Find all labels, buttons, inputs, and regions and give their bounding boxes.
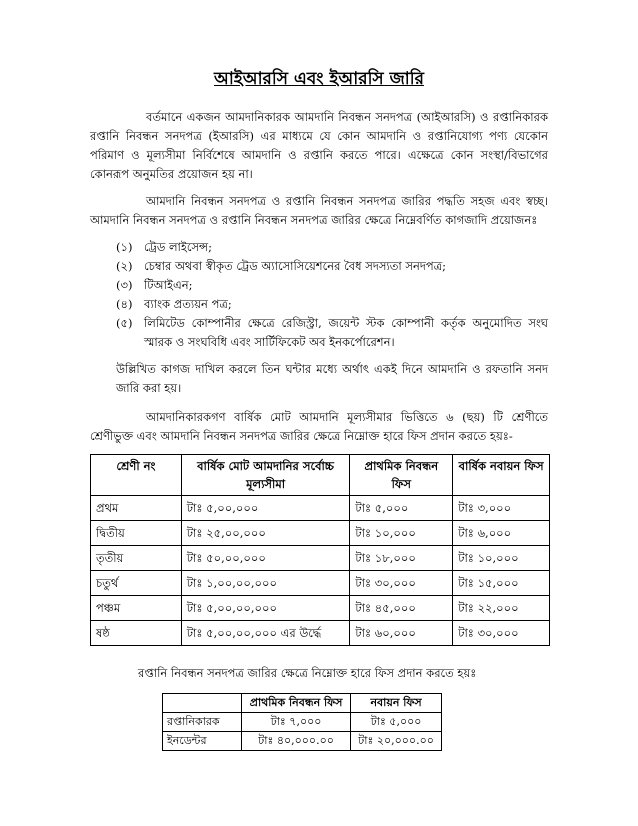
table-cell: পঞ্চম (91, 596, 182, 621)
list-item-text: টিআইএন; (144, 278, 193, 292)
table-cell: টাঃ ৩,০০০ (453, 496, 550, 521)
export-fee-table (162, 693, 442, 751)
required-documents-list (90, 238, 548, 352)
table-cell: টাঃ ১,০০,০০,০০০ (181, 571, 350, 596)
list-item-number: (২) (116, 259, 133, 273)
list-item (116, 295, 548, 314)
table-row (163, 713, 442, 732)
table-cell: টাঃ ২৫,০০,০০০ (181, 521, 350, 546)
table-row (163, 732, 442, 751)
importers-paragraph: আমদানিকারকগণ বার্ষিক মোট আমদানি মূল্যসীমার ভিত্তিতে ৬ (ছয়) টি শ্রেণীতে শ্রেণীভুক্ত এবং আমদানি নিবন্ধন সনদপত্র জারির ক্ষেত্রে নিম্নোক্ত হারে ফিস প্রদান করতে হয়ঃ- (90, 410, 548, 443)
table-cell: টাঃ ৬০,০০০ (350, 621, 453, 646)
list-item-text: ব্যাংক প্রত্যয়ন পত্র; (144, 297, 232, 311)
page-title: আইআরসি এবং ইআরসি জারি (214, 69, 424, 89)
table-cell: টাঃ ৫,০০,০০,০০০ এর উর্দ্ধে (181, 621, 350, 646)
list-item (116, 314, 548, 352)
table-cell: টাঃ ৪০,০০০.০০ (242, 732, 351, 751)
table-cell: চতুর্থ (91, 571, 182, 596)
table-cell: রপ্তানিকারক (163, 713, 242, 732)
list-item (116, 238, 548, 257)
table-cell: টাঃ ২০,০০০.০০ (351, 732, 442, 751)
list-item-number: (৫) (116, 316, 133, 330)
table-cell: টাঃ ১৮,০০০ (350, 546, 453, 571)
table-cell: টাঃ ১০,০০০ (453, 546, 550, 571)
table-cell: টাঃ ৪৫,০০০ (350, 596, 453, 621)
table-header-row (91, 455, 550, 496)
header-blank (163, 694, 242, 713)
table-cell: টাঃ ১০,০০০ (350, 521, 453, 546)
table-cell: টাঃ ৭,০০০ (242, 713, 351, 732)
table-cell: প্রথম (91, 496, 182, 521)
intro-paragraph: বর্তমানে একজন আমদানিকারক আমদানি নিবন্ধন সনদপত্র (আইআরসি) ও রপ্তানিকারক রপ্তানি নিবন্ধন সনদপত্র (ইআরসি) এর মাধ্যমে যে কোন আমদানি ও রপ্তানিযোগ্য পণ্য যেকোন পরিমাণ ও মূল্যসীমা নির্বিশেষে আমদানি ও রপ্তানি করতে পারে। এক্ষেত্রে কোন সংস্থা/বিভাগের কোনরূপ অনুমতির প্রয়োজন হয় না। (90, 110, 548, 181)
list-item (116, 257, 548, 276)
table-cell: টাঃ ৩০,০০০ (453, 621, 550, 646)
table-cell: টাঃ ৫,০০,০০,০০০ (181, 596, 350, 621)
table-row (91, 596, 550, 621)
note-paragraph: উল্লিখিত কাগজ দাখিল করলে তিন ঘন্টার মধ্যে অর্থাৎ একই দিনে আমদানি ও রফতানি সনদ জারি করা হয়। (116, 362, 548, 395)
table-cell: ইনডেন্টর (163, 732, 242, 751)
exporters-paragraph: রপ্তানি নিবন্ধন সনদপত্র জারির ক্ষেত্রে নিম্নোক্ত হারে ফিস প্রদান করতে হয়ঃ (138, 666, 477, 680)
table-row (91, 496, 550, 521)
table-cell: টাঃ ৫,০০,০০০ (181, 496, 350, 521)
table-row (91, 621, 550, 646)
header-category: শ্রেণী নং (91, 455, 182, 496)
table-header-row (163, 694, 442, 713)
list-item-number: (৩) (116, 278, 133, 292)
list-item-number: (১) (116, 240, 133, 254)
header-renewal-fee: বার্ষিক নবায়ন ফিস (453, 455, 550, 496)
table-row (91, 521, 550, 546)
table-cell: টাঃ ৩০,০০০ (350, 571, 453, 596)
process-paragraph: আমদানি নিবন্ধন সনদপত্র ও রপ্তানি নিবন্ধন সনদপত্র জারির পদ্ধতি সহজ এবং স্বচ্ছ। আমদানি নিবন্ধন সনদপত্র ও রপ্তানি নিবন্ধন সনদপত্র জারির ক্ষেত্রে নিম্নেবর্ণিত কাগজাদি প্রয়োজনঃ (90, 194, 548, 227)
table-cell: টাঃ ৬,০০০ (453, 521, 550, 546)
list-item-text: চেম্বার অথবা স্বীকৃত ট্রেড অ্যাসোসিয়েশনের বৈধ সদস্যতা সনদপত্র; (144, 259, 447, 273)
table-row (91, 571, 550, 596)
table-cell: টাঃ ৫,০০০ (351, 713, 442, 732)
table-cell: ষষ্ঠ (91, 621, 182, 646)
list-item (116, 276, 548, 295)
list-item-text: ট্রেড লাইসেন্স; (144, 240, 212, 254)
table-cell: টাঃ ১৫,০০০ (453, 571, 550, 596)
header-max-value: বার্ষিক মোট আমদানির সর্বোচ্চ মূল্যসীমা (181, 455, 350, 496)
list-item-text: লিমিটেড কোম্পানীর ক্ষেত্রে রেজিস্ট্রা, জয়েন্ট স্টক কোম্পানী কর্তৃক অনুমোদিত সংঘ স্মারক ও সংঘবিধি এবং সার্টিফিকেট অব ইনকর্পোরেশন। (144, 316, 548, 349)
header-renewal-fee: নবায়ন ফিস (351, 694, 442, 713)
table-cell: টাঃ ৫,০০০ (350, 496, 453, 521)
header-initial-fee: প্রাথমিক নিবন্ধন ফিস (242, 694, 351, 713)
table-cell: তৃতীয় (91, 546, 182, 571)
table-row (91, 546, 550, 571)
header-initial-fee: প্রাথমিক নিবন্ধন ফিস (350, 455, 453, 496)
import-fee-table (90, 454, 550, 646)
table-cell: টাঃ ২২,০০০ (453, 596, 550, 621)
list-item-number: (৪) (116, 297, 133, 311)
table-cell: দ্বিতীয় (91, 521, 182, 546)
table-cell: টাঃ ৫০,০০,০০০ (181, 546, 350, 571)
